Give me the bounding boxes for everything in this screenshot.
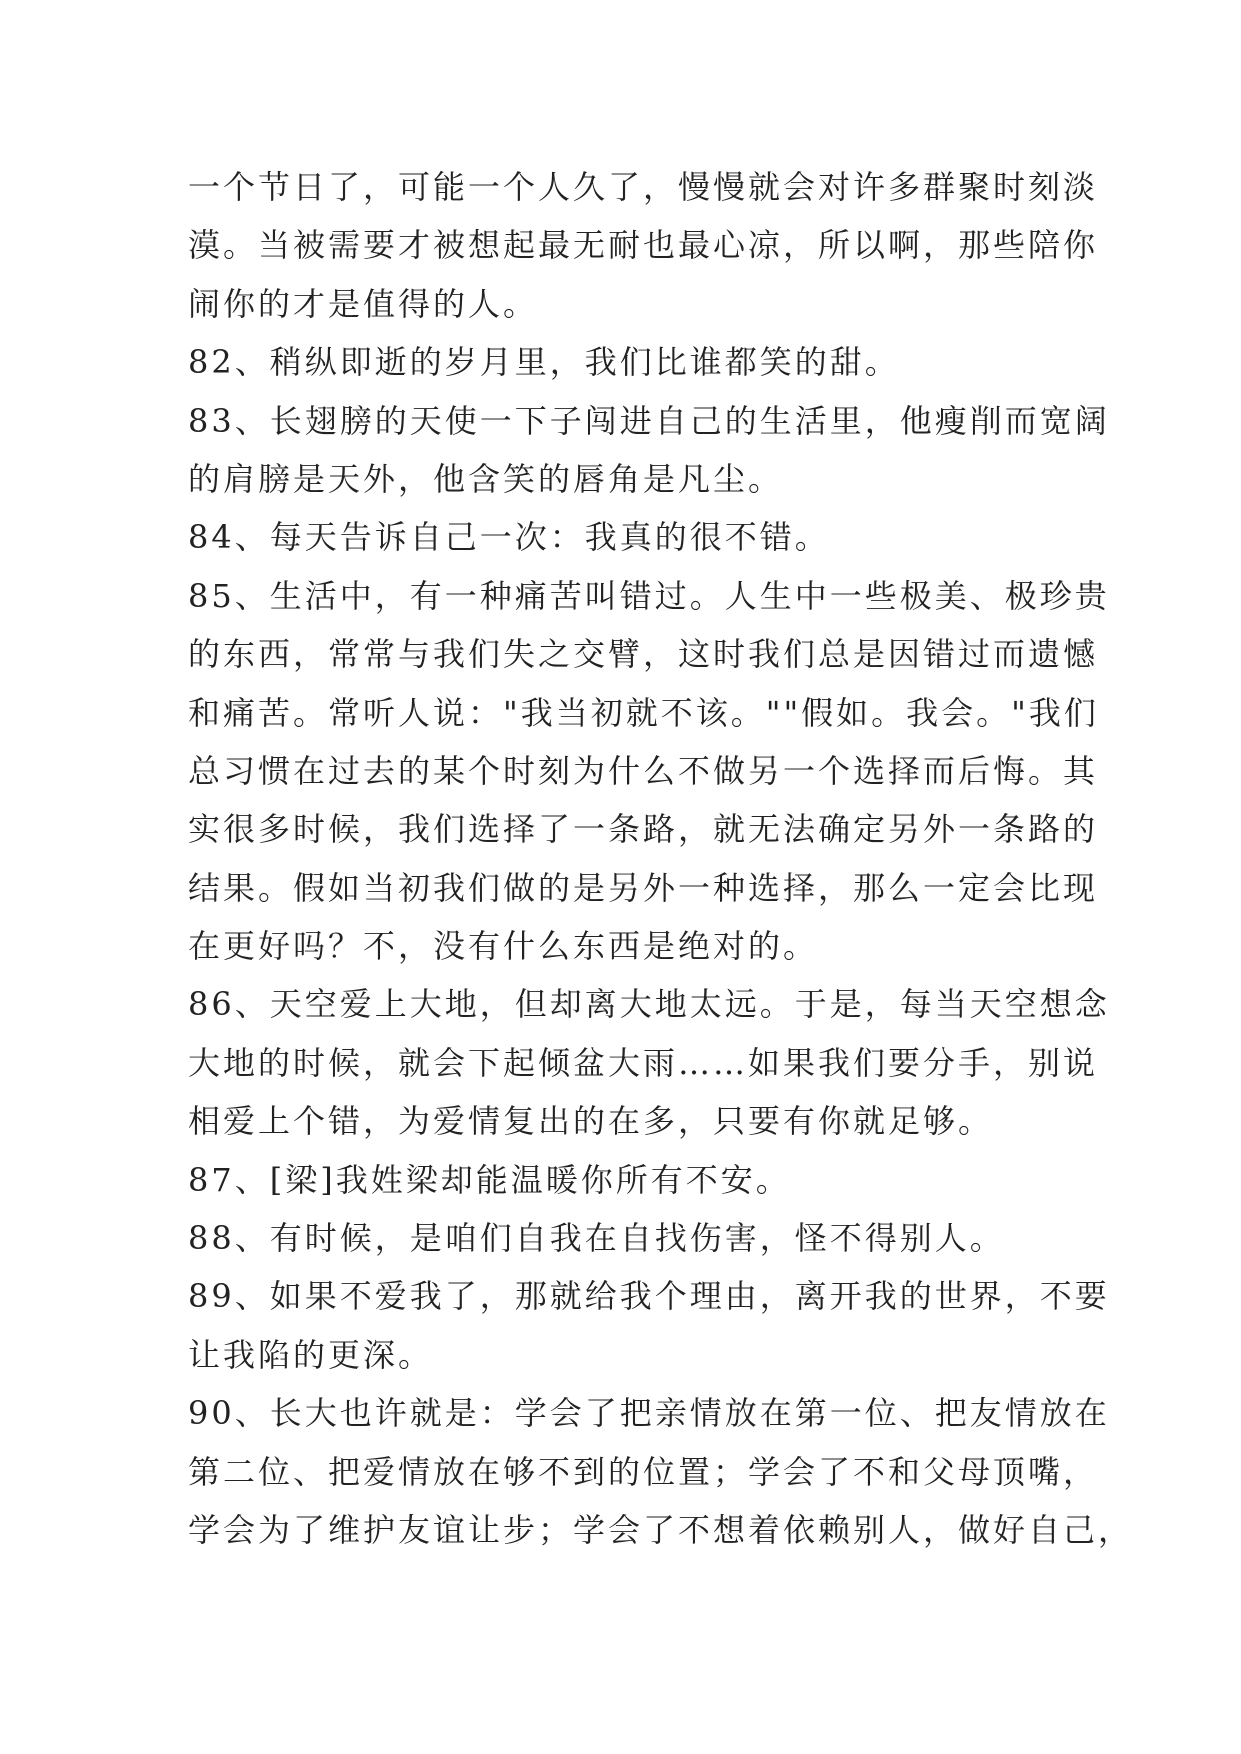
text-line: 的东西，常常与我们失之交臂，这时我们总是因错过而遗憾 bbox=[188, 635, 1099, 674]
item-84: 84、每天告诉自己一次：我真的很不错。 bbox=[188, 518, 830, 557]
text-line: 第二位、把爱情放在够不到的位置；学会了不和父母顶嘴， bbox=[188, 1452, 1099, 1491]
text-line: 学会为了维护友谊让步；学会了不想着依赖别人，做好自己， bbox=[188, 1510, 1134, 1549]
document-body bbox=[188, 158, 1134, 1559]
item-90: 90、长大也许就是：学会了把亲情放在第一位、把友情放在 bbox=[188, 1394, 1110, 1433]
item-86: 86、天空爱上大地，但却离大地太远。于是，每当天空想念 bbox=[188, 985, 1110, 1024]
text-line: 总习惯在过去的某个时刻为什么不做另一个选择而后悔。其 bbox=[188, 751, 1099, 790]
text-line: 大地的时候，就会下起倾盆大雨……如果我们要分手，别说 bbox=[188, 1043, 1099, 1082]
text-line: 一个节日了，可能一个人久了，慢慢就会对许多群聚时刻淡 bbox=[188, 168, 1099, 206]
text-line: 闹你的才是值得的人。 bbox=[188, 284, 539, 323]
text-line: 结果。假如当初我们做的是另外一种选择，那么一定会比现 bbox=[188, 868, 1099, 907]
text-line: 和痛苦。常听人说："我当初就不该。""假如。我会。"我们 bbox=[188, 693, 1099, 732]
text-line: 漠。当被需要才被想起最无耐也最心凉，所以啊，那些陪你 bbox=[188, 226, 1099, 265]
item-88: 88、有时候，是咱们自我在自找伤害，怪不得别人。 bbox=[188, 1219, 1005, 1258]
item-82: 82、稍纵即逝的岁月里，我们比谁都笑的甜。 bbox=[188, 343, 900, 382]
item-89: 89、如果不爱我了，那就给我个理由，离开我的世界，不要 bbox=[188, 1277, 1110, 1316]
text-line: 实很多时候，我们选择了一条路，就无法确定另外一条路的 bbox=[188, 810, 1099, 849]
item-83: 83、长翅膀的天使一下子闯进自己的生活里，他瘦削而宽阔 bbox=[188, 401, 1110, 440]
text-line: 在更好吗？不，没有什么东西是绝对的。 bbox=[188, 927, 819, 966]
text-line: 让我陷的更深。 bbox=[188, 1335, 434, 1374]
text-line: 相爱上个错，为爱情复出的在多，只要有你就足够。 bbox=[188, 1102, 994, 1141]
item-85: 85、生活中，有一种痛苦叫错过。人生中一些极美、极珍贵 bbox=[188, 576, 1110, 615]
text-line: 的肩膀是天外，他含笑的唇角是凡尘。 bbox=[188, 459, 784, 498]
item-87: 87、[梁]我姓梁却能温暖你所有不安。 bbox=[188, 1160, 791, 1199]
